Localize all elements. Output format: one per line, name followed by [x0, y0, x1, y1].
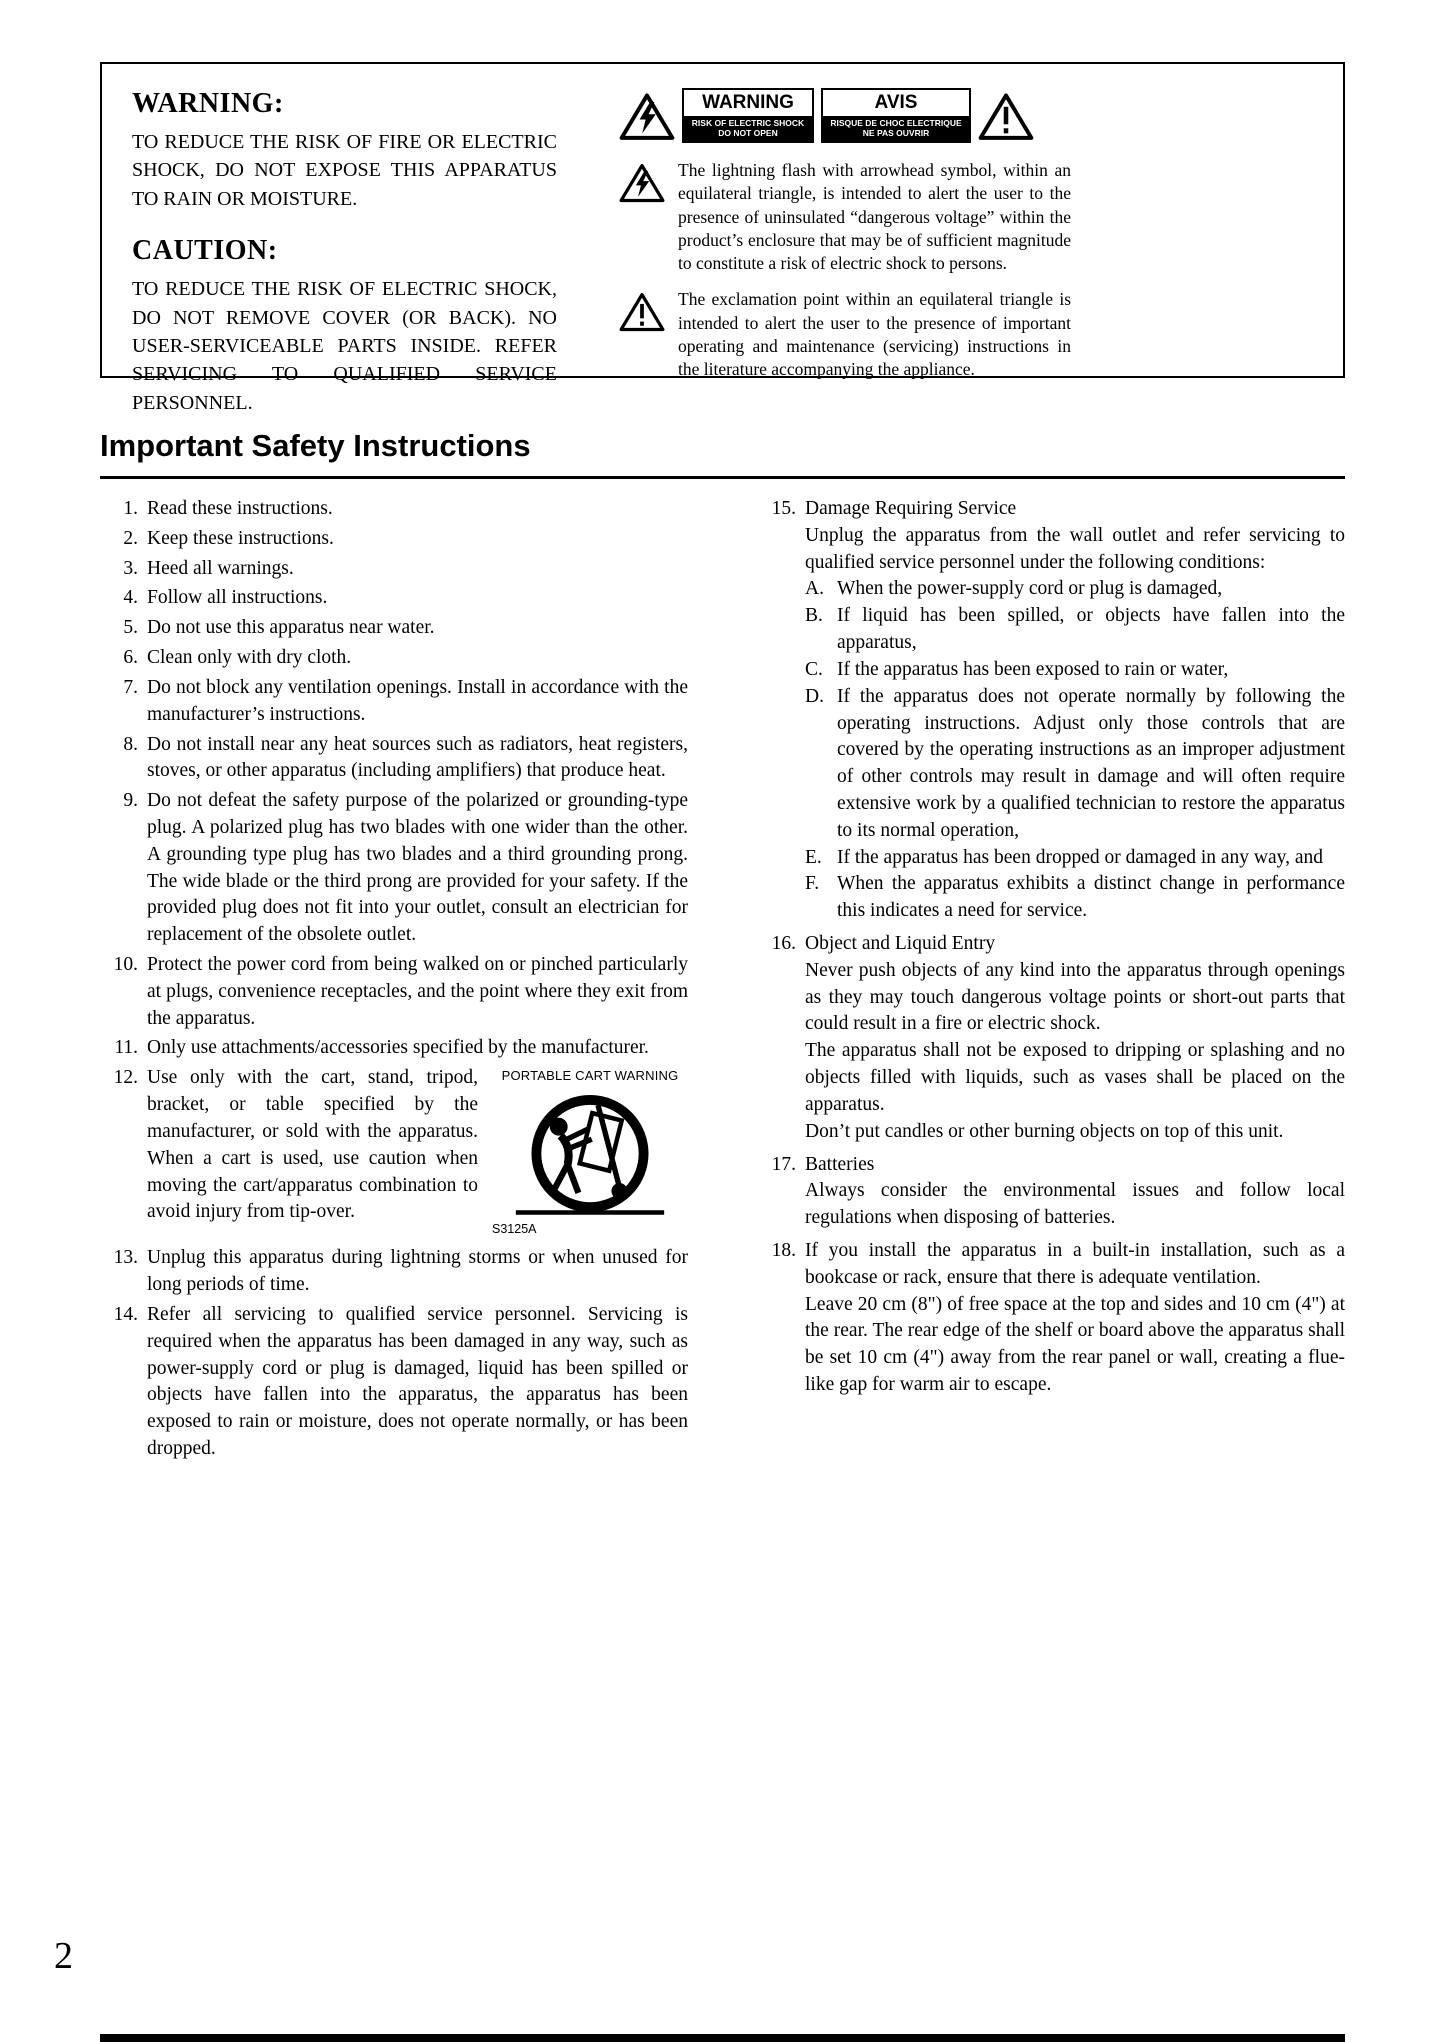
item-text — [147, 1065, 688, 1242]
item-text — [805, 931, 1345, 1146]
exclamation-note-text: The exclamation point within an equilateral triangle is intended to alert the user to the presence of important operating and maintenance (servicing) instructions in the literature accompanying the appliance. — [678, 289, 1071, 380]
list-item-7 — [100, 675, 688, 729]
list-item-5 — [100, 615, 688, 642]
item-number: 9. — [123, 790, 138, 812]
list-item-4 — [100, 585, 688, 612]
list-item-8 — [100, 732, 688, 786]
avis-label-line2: NE PAS OUVRIR — [862, 128, 930, 139]
item-paragraph: Unplug the apparatus from the wall outlet and refer servicing to qualified service personnel under the following conditions: — [805, 524, 1345, 573]
caution-text: TO REDUCE THE RISK OF ELECTRIC SHOCK, DO NOT REMOVE COVER (OR BACK). NO USER-SERVICEABLE PARTS INSIDE. REFER SERVICING TO QUALIFIED SERVICE PERSONNEL. — [132, 278, 557, 414]
subitem-b — [805, 603, 1345, 657]
item-text: Refer all servicing to qualified service personnel. Servicing is required when the apparatus has been damaged in any way, such as power-supply cord or plug is damaged, liquid has been spilled or objects have fallen into the apparatus, the apparatus has been exposed to rain or moisture, does not operate normally, or has been dropped. — [147, 1303, 688, 1459]
subitem-letter: C. — [805, 658, 823, 680]
cart-warning-code: S3125A — [492, 1222, 537, 1237]
subitem-letter: E. — [805, 846, 822, 868]
item-text: Keep these instructions. — [147, 527, 334, 549]
lightning-triangle-icon — [619, 91, 675, 141]
item-text — [805, 1238, 1345, 1399]
item-heading: Batteries — [805, 1153, 875, 1175]
warning-label-title: WARNING — [684, 90, 812, 116]
item-number: 13. — [113, 1247, 138, 1269]
list-item-11 — [100, 1035, 688, 1062]
avis-label-title: AVIS — [823, 90, 969, 116]
list-item-2 — [100, 526, 688, 553]
lightning-note-text: The lightning flash with arrowhead symbol, within an equilateral triangle, is intended to alert the user to the presence of uninsulated “dangerous voltage” within the product’s enclosure that may be of sufficient magnitude to constitute a risk of electric shock to persons. — [678, 160, 1071, 274]
subitem-e — [805, 845, 1345, 872]
item-paragraph: Always consider the environmental issues and follow local regulations when disposing of batteries. — [805, 1180, 1345, 1229]
cart-warning-title: PORTABLE CART WARNING — [501, 1068, 679, 1084]
subitem-text: If the apparatus has been exposed to rain or water, — [837, 658, 1229, 680]
item-number: 14. — [113, 1303, 138, 1325]
item-number: 7. — [123, 676, 138, 698]
list-item-3 — [100, 556, 688, 583]
item-text: Only use attachments/accessories specified by the manufacturer. — [147, 1037, 649, 1059]
warning-label — [682, 88, 814, 143]
list-item-18 — [758, 1238, 1345, 1399]
item-number: 18. — [771, 1239, 796, 1261]
list-item-6 — [100, 645, 688, 672]
list-item-17 — [758, 1152, 1345, 1232]
avis-label — [821, 88, 971, 143]
avis-label-sub — [823, 116, 969, 141]
exclamation-triangle-icon — [978, 91, 1034, 141]
cart-tip-over-icon — [514, 1091, 666, 1225]
item-paragraph: The apparatus shall not be exposed to dripping or splashing and no objects filled with liquids, such as vases shall be placed on the apparatus. — [805, 1040, 1345, 1115]
list-item-1 — [100, 496, 688, 523]
subitem-text: When the power-supply cord or plug is damaged, — [837, 578, 1223, 600]
item-paragraph: If you install the apparatus in a built-in installation, such as a bookcase or rack, ensure that there is adequate ventilation. — [805, 1239, 1345, 1288]
list-item-13 — [100, 1245, 688, 1299]
lightning-note — [619, 159, 1071, 275]
hazard-notes — [619, 88, 1071, 380]
item-number: 12. — [113, 1067, 138, 1089]
page-title: Important Safety Instructions — [100, 428, 1345, 479]
item-number: 8. — [123, 733, 138, 755]
item-text: Do not block any ventilation openings. Install in accordance with the manufacturer’s instructions. — [147, 676, 688, 725]
item-number: 11. — [114, 1037, 138, 1059]
item-text: Do not use this apparatus near water. — [147, 617, 435, 639]
item-number: 3. — [123, 557, 138, 579]
item-text: Follow all instructions. — [147, 587, 328, 609]
subitem-text: When the apparatus exhibits a distinct change in performance this indicates a need for service. — [837, 873, 1345, 922]
item-text — [805, 1152, 1345, 1232]
item-paragraph: Leave 20 cm (8") of free space at the top and sides and 10 cm (4") at the rear. The rear edge of the shelf or board above the apparatus shall be set 10 cm (4") away from the rear panel or wall, creating a flue-like gap for warm air to escape. — [805, 1293, 1345, 1395]
subitem-d — [805, 684, 1345, 845]
list-item-10 — [100, 952, 688, 1032]
subitem-c — [805, 657, 1345, 684]
warning-title: WARNING: — [132, 88, 284, 119]
portable-cart-warning-figure — [492, 1067, 688, 1238]
item-text: Do not install near any heat sources such as radiators, heat registers, stoves, or other apparatus (including amplifiers) that produce heat. — [147, 733, 688, 782]
list-item-16 — [758, 931, 1345, 1146]
avis-label-line1: RISQUE DE CHOC ELECTRIQUE — [830, 117, 962, 128]
item-heading: Object and Liquid Entry — [805, 933, 996, 954]
subitem-text: If liquid has been spilled, or objects have fallen into the apparatus, — [837, 605, 1345, 654]
subitem-text: If the apparatus does not operate normally by following the operating instructions. Adjust only those controls that are covered by the operating instructions as an improper adjustment of other controls may result in damage and will often require extensive work by a qualified technician to restore the apparatus to its normal operation, — [837, 685, 1345, 841]
warning-caution-box — [100, 62, 1345, 414]
subitem-letter: D. — [805, 685, 824, 707]
subitem-letter: A. — [805, 578, 824, 600]
item-heading: Damage Requiring Service — [805, 498, 1017, 519]
item-text: Do not defeat the safety purpose of the polarized or grounding-type plug. A polarized plug has two blades with one wider than the other. A grounding type plug has two blades and a third grounding prong. The wide blade or the third prong are provided for your safety. If the provided plug does not fit into your outlet, consult an electrician for replacement of the obsolete outlet. — [147, 790, 688, 946]
exclamation-triangle-icon — [619, 291, 665, 332]
instructions — [100, 496, 1345, 1466]
warning-label-line1: RISK OF ELECTRIC SHOCK — [691, 117, 805, 128]
item-number: 15. — [771, 498, 796, 519]
item-text — [805, 496, 1345, 925]
warning-label-line2: DO NOT OPEN — [718, 128, 778, 139]
item-number: 17. — [771, 1153, 796, 1175]
item-text: Protect the power cord from being walked on or pinched particularly at plugs, convenience receptacles, and the point where they exit from the apparatus. — [147, 954, 688, 1029]
item-number: 10. — [113, 954, 138, 975]
item-text: Clean only with dry cloth. — [147, 647, 352, 669]
item-paragraph: Never push objects of any kind into the apparatus through openings as they may touch dangerous voltage points or short-out parts that could result in a fire or electric shock. — [805, 959, 1345, 1035]
item-number: 1. — [123, 498, 138, 519]
hazard-label-row — [619, 88, 1071, 143]
exclamation-note — [619, 288, 1071, 381]
subitem-letter: F. — [805, 873, 820, 895]
subitem-letter: B. — [805, 605, 823, 627]
instructions-right-column — [758, 496, 1345, 1466]
subitem-a — [805, 576, 1345, 603]
item-number: 16. — [771, 933, 796, 954]
item-number: 2. — [123, 527, 138, 549]
footer-bar — [100, 2034, 1345, 2042]
item-paragraph: Don’t put candles or other burning objects on top of this unit. — [805, 1120, 1284, 1142]
lightning-triangle-icon — [619, 162, 665, 203]
page-number: 2 — [54, 1935, 73, 1977]
subitem-f — [805, 871, 1345, 925]
subitem-text: If the apparatus has been dropped or damaged in any way, and — [837, 846, 1324, 868]
item-text: Read these instructions. — [147, 498, 333, 519]
warning-label-sub — [684, 116, 812, 141]
caution-title: CAUTION: — [132, 235, 278, 267]
list-item-9 — [100, 788, 688, 949]
warning-caution-text — [132, 88, 557, 414]
item-text: Unplug this apparatus during lightning storms or when unused for long periods of time. — [147, 1247, 688, 1296]
list-item-12 — [100, 1065, 688, 1242]
list-item-15 — [758, 496, 1345, 925]
item-number: 4. — [123, 587, 138, 609]
item-number: 6. — [123, 647, 138, 669]
warning-text: TO REDUCE THE RISK OF FIRE OR ELECTRIC SHOCK, DO NOT EXPOSE THIS APPARATUS TO RAIN OR MOISTURE. — [132, 131, 557, 210]
item-text-body: Use only with the cart, stand, tripod, bracket, or table specified by the manufacturer, or sold with the apparatus. When a cart is used, use caution when moving the cart/apparatus combination to avoid injury from tip-over. — [147, 1067, 478, 1223]
list-item-14 — [100, 1302, 688, 1463]
item-text: Heed all warnings. — [147, 557, 294, 579]
item-number: 5. — [123, 617, 138, 639]
instructions-left-column — [100, 496, 688, 1466]
